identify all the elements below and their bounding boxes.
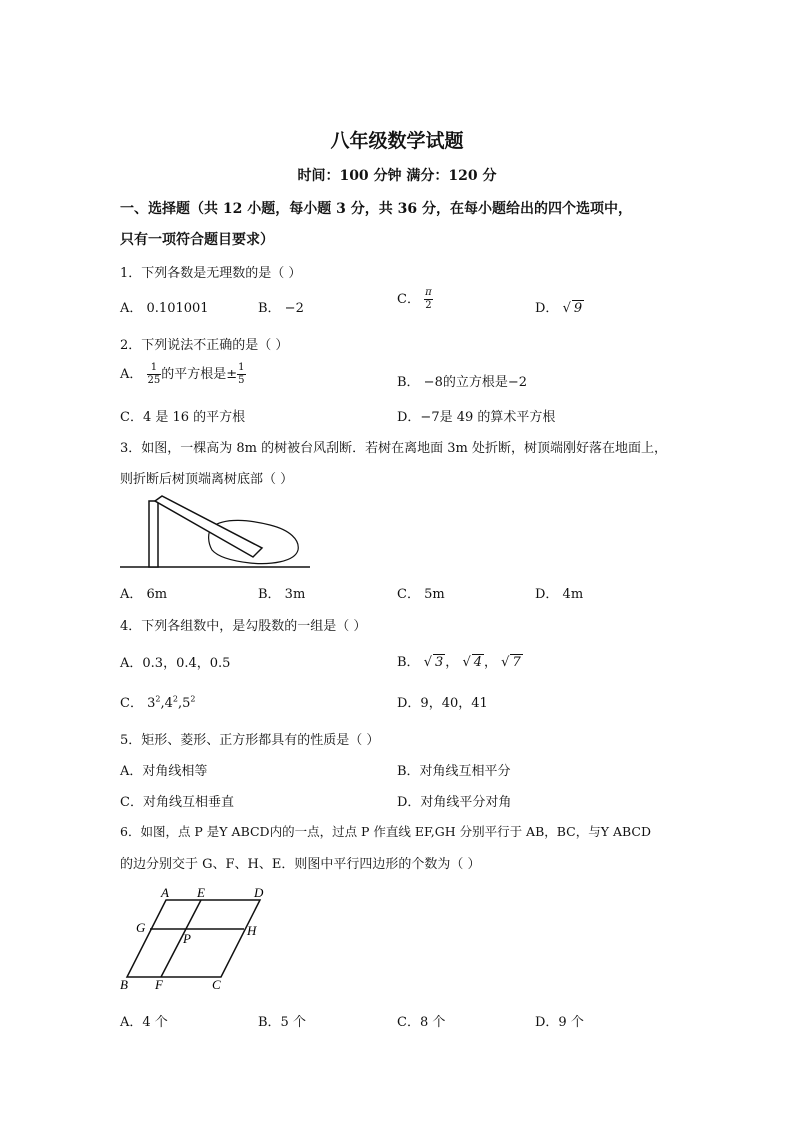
q1-option-c-prefix: C． (397, 292, 420, 307)
q2-option-c: C．4 是 16 的平方根 (120, 410, 246, 425)
q2-a-denominator-2: 5 (238, 375, 245, 386)
parallelogram-figure (115, 882, 280, 992)
q4-b-radicand-2: 4 (473, 655, 483, 670)
label-g: G (136, 920, 146, 935)
label-c: C (212, 977, 221, 992)
broken-tree-figure (120, 495, 310, 575)
q4-c-prefix: C． (120, 696, 143, 711)
q2-a-numerator: 1 (147, 362, 162, 375)
q6-option-b: B．5 个 (258, 1015, 306, 1030)
q1-option-a: A． 0.101001 (120, 301, 209, 316)
q4-option-a: A．0.3，0.4，0.5 (120, 656, 231, 671)
q1-option-b: B． −2 (258, 301, 304, 316)
q5-stem: 5．矩形、菱形、正方形都具有的性质是（ ） (120, 733, 380, 748)
q4-b-radicand-3: 7 (512, 655, 521, 670)
label-b: B (120, 977, 128, 992)
q6-stem-line1: 6．如图，点 P 是Y ABCD内的一点，过点 P 作直线 EF,GH 分别平行于 AB，BC，与Y ABCD (120, 824, 652, 839)
radical-sign-icon: √ (462, 655, 471, 670)
label-p: P (183, 931, 191, 946)
q4-c-base-2: 4 (164, 696, 173, 711)
q2-a-denominator: 25 (147, 375, 161, 386)
q6-stem-line2: 的边分别交于 G、F、H、E．则图中平行四边形的个数为（ ） (120, 857, 481, 872)
q4-c-base-1: 3 (147, 696, 156, 711)
exam-info: 时间：100 分钟 满分：120 分 (297, 168, 497, 184)
q2-a-fraction-2 (237, 362, 245, 387)
q5-option-c: C．对角线互相垂直 (120, 795, 234, 810)
q2-a-fraction (147, 362, 162, 387)
q1-c-denominator: 2 (425, 300, 432, 311)
label-h: H (247, 923, 257, 938)
q3-option-d: D． 4m (535, 587, 584, 602)
page-title: 八年级数学试题 (330, 130, 464, 152)
tree-trunk (149, 501, 158, 567)
q5-option-a: A．对角线相等 (120, 764, 208, 779)
q2-option-d: D．−7是 49 的算术平方根 (397, 410, 556, 425)
q1-option-d (535, 297, 584, 316)
q3-option-a: A． 6m (120, 587, 168, 602)
q2-option-b: B． −8的立方根是−2 (397, 375, 528, 390)
q4-b-separator-1: ， (445, 655, 459, 670)
q1-option-c (397, 287, 433, 312)
q6-option-a: A．4 个 (120, 1015, 168, 1030)
q1-c-numerator: π (425, 287, 432, 298)
line-ef (161, 900, 201, 977)
q4-c-exponent-3: 2 (190, 694, 196, 704)
q5-option-b: B．对角线互相平分 (397, 764, 511, 779)
q2-a-middle-text: 的平方根是± (161, 367, 238, 382)
q4-b-separator-2: ， (484, 655, 498, 670)
parallelogram-abcd (127, 900, 260, 977)
q1-stem: 1．下列各数是无理数的是（ ） (120, 266, 302, 281)
q4-stem: 4．下列各组数中，是勾股数的一组是（ ） (120, 619, 367, 634)
q6-option-c: C．8 个 (397, 1015, 446, 1030)
q1-option-c-fraction (424, 287, 433, 312)
q2-a-prefix: A． (120, 367, 143, 382)
q5-option-d: D．对角线平分对角 (397, 795, 512, 810)
q4-c-exponent-1: 2 (155, 694, 161, 704)
q1-option-d-prefix: D． (535, 301, 559, 316)
q2-a-numerator-2: 1 (238, 362, 245, 373)
q2-option-a (120, 362, 246, 387)
label-d: D (254, 885, 264, 900)
q3-stem-line2: 则折断后树顶端离树底部（ ） (120, 472, 294, 487)
label-e: E (197, 885, 205, 900)
radical-sign-icon: √ (501, 655, 510, 670)
section-heading-line2: 只有一项符合题目要求） (120, 232, 274, 248)
q4-c-base-3: 5 (182, 696, 191, 711)
q3-option-c: C． 5m (397, 587, 445, 602)
q6-option-d: D．9 个 (535, 1015, 584, 1030)
section-heading-line1: 一、选择题（共 12 小题，每小题 3 分，共 36 分，在每小题给出的四个选项中， (120, 201, 632, 217)
q4-c-exponent-2: 2 (172, 694, 178, 704)
q4-option-b (397, 651, 523, 670)
q3-stem-line1: 3．如图，一棵高为 8m 的树被台风刮断．若树在离地面 3m 处折断，树顶端刚好落在地面上， (120, 441, 667, 456)
radical-sign-icon: √ (423, 655, 432, 670)
q4-option-c: C． $3^2,4^2,5^2$ (120, 694, 196, 711)
radical-sign-icon: √ (562, 301, 571, 316)
label-f: F (155, 977, 163, 992)
q2-stem: 2．下列说法不正确的是（ ） (120, 338, 289, 353)
q1-d-radicand: 9 (573, 301, 583, 316)
q4-b-prefix: B． (397, 655, 420, 670)
q3-option-b: B． 3m (258, 587, 306, 602)
label-a: A (161, 885, 169, 900)
q4-b-radicand-1: 3 (435, 655, 444, 670)
q4-option-d: D．9，40，41 (397, 696, 488, 711)
